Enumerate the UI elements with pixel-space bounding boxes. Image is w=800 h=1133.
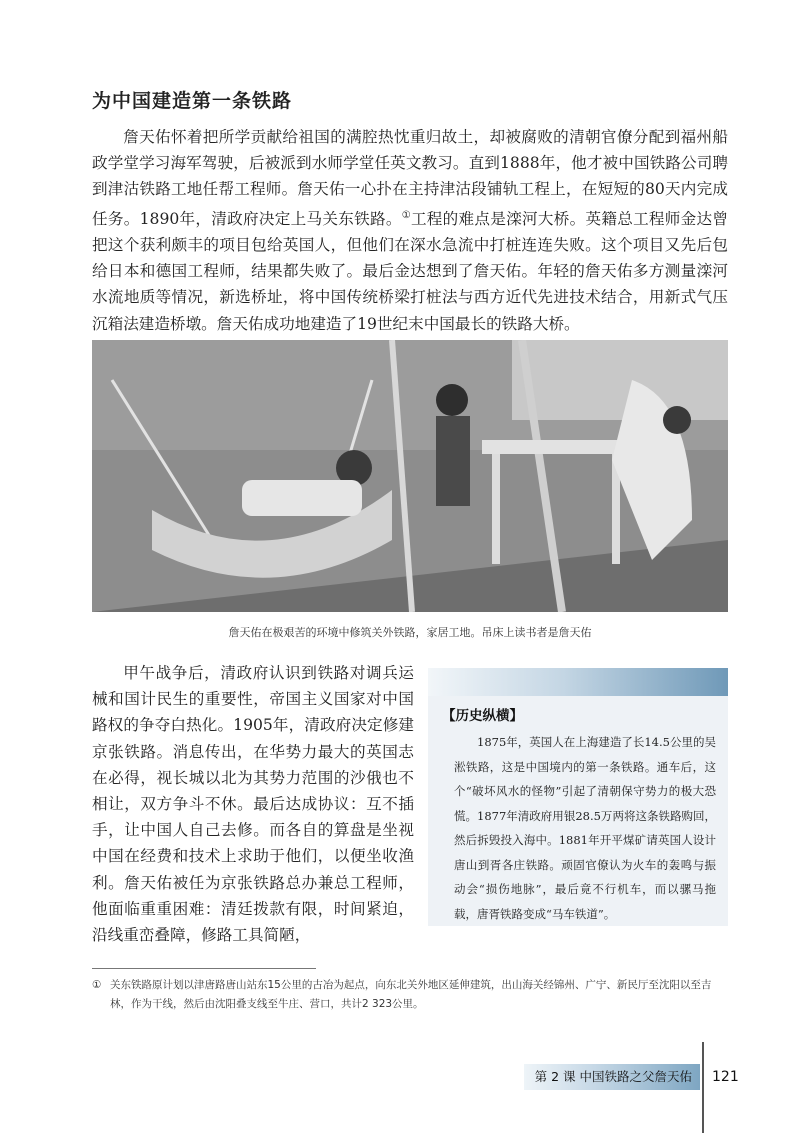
page-number: 121 — [712, 1069, 739, 1085]
page-edge-rule — [702, 1042, 704, 1133]
intro-text-part1: 詹天佑怀着把所学贡献给祖国的满腔热忱重归故土，却被腐败的清朝官僚分配到福州船政学堂学习海军驾驶，后被派到水师学堂任英文教习。直到1888年，他才被中国铁路公司聘到津沽铁路工地任帮工程师。詹天佑一心扑在主持津沽段铺轨工程上，在短短的80天内完成任务。1890年，清政府决定上马关东铁路。 — [92, 128, 728, 228]
running-head: 第 2 课 中国铁路之父詹天佑 — [524, 1064, 700, 1090]
sidebar-title: 【历史纵横】 — [442, 708, 523, 724]
sidebar-text: 1875年，英国人在上海建造了长14.5公里的吴淞铁路，这是中国境内的第一条铁路。通车后，这个“破坏风水的怪物”引起了清朝保守势力的极大恐慌。1877年清政府用银28.5万两将这条铁路购回，然后拆毁投入海中。1881年开平煤矿请英国人设计唐山到胥各庄铁路。顽固官僚认为火车的轰鸣与振动会“损伤地脉”，最后竟不行机车，而以骡马拖载，唐胥铁路变成“马车铁道”。 — [454, 735, 716, 921]
photo-caption: 詹天佑在极艰苦的环境中修筑关外铁路，家居工地。吊床上读书者是詹天佑 — [228, 626, 592, 639]
footnote-text: 关东铁路原计划以津唐路唐山站东15公里的古冶为起点，向东北关外地区延伸建筑，出山海关经锦州、广宁、新民厅至沈阳以至吉林，作为干线，然后由沈阳叠支线至牛庄、营口，共计2 323公里。 — [110, 979, 712, 1010]
table-shape — [482, 440, 632, 454]
footnote-reference[interactable]: ① — [401, 209, 411, 221]
body-paragraph: 甲午战争后，清政府认识到铁路对调兵运械和国计民生的重要性，帝国主义国家对中国路权的争夺白热化。1905年，清政府决定修建京张铁路。消息传出，在华势力最大的英国志在必得，视长城以北为其势力范围的沙俄也不相让，双方争斗不休。最后达成协议：互不插手，让中国人自己去修。而各自的算盘是坐视中国在经费和技术上求助于他们，以便坐收渔利。詹天佑被任为京张铁路总办兼总工程师，他面临重重困难：清廷拨款有限，时间紧迫，沿线重峦叠障，修路工具简陋， — [92, 664, 414, 945]
sidebar-header-band — [428, 668, 728, 696]
footnote — [92, 976, 728, 1014]
section-title: 为中国建造第一条铁路 — [92, 90, 293, 112]
footnote-divider — [92, 968, 316, 969]
historical-photo — [92, 340, 728, 612]
footnote-mark: ① — [92, 979, 102, 991]
intro-text-part2: 工程的难点是滦河大桥。英籍总工程师金达曾把这个获利颇丰的项目包给英国人，但他们在深水急流中打桩连连失败。这个项目又先后包给日本和德国工程师，结果都失败了。最后金达想到了詹天佑。年轻的詹天佑多方测量滦河水流地质等情况，新选桥址，将中国传统桥梁打桩法与西方近代先进技术结合，用新式气压沉箱法建造桥墩。詹天佑成功地建造了19世纪末中国最长的铁路大桥。 — [92, 209, 728, 333]
intro-paragraph — [92, 124, 728, 337]
photo-illustration — [92, 340, 728, 612]
history-sidebar — [428, 668, 728, 926]
